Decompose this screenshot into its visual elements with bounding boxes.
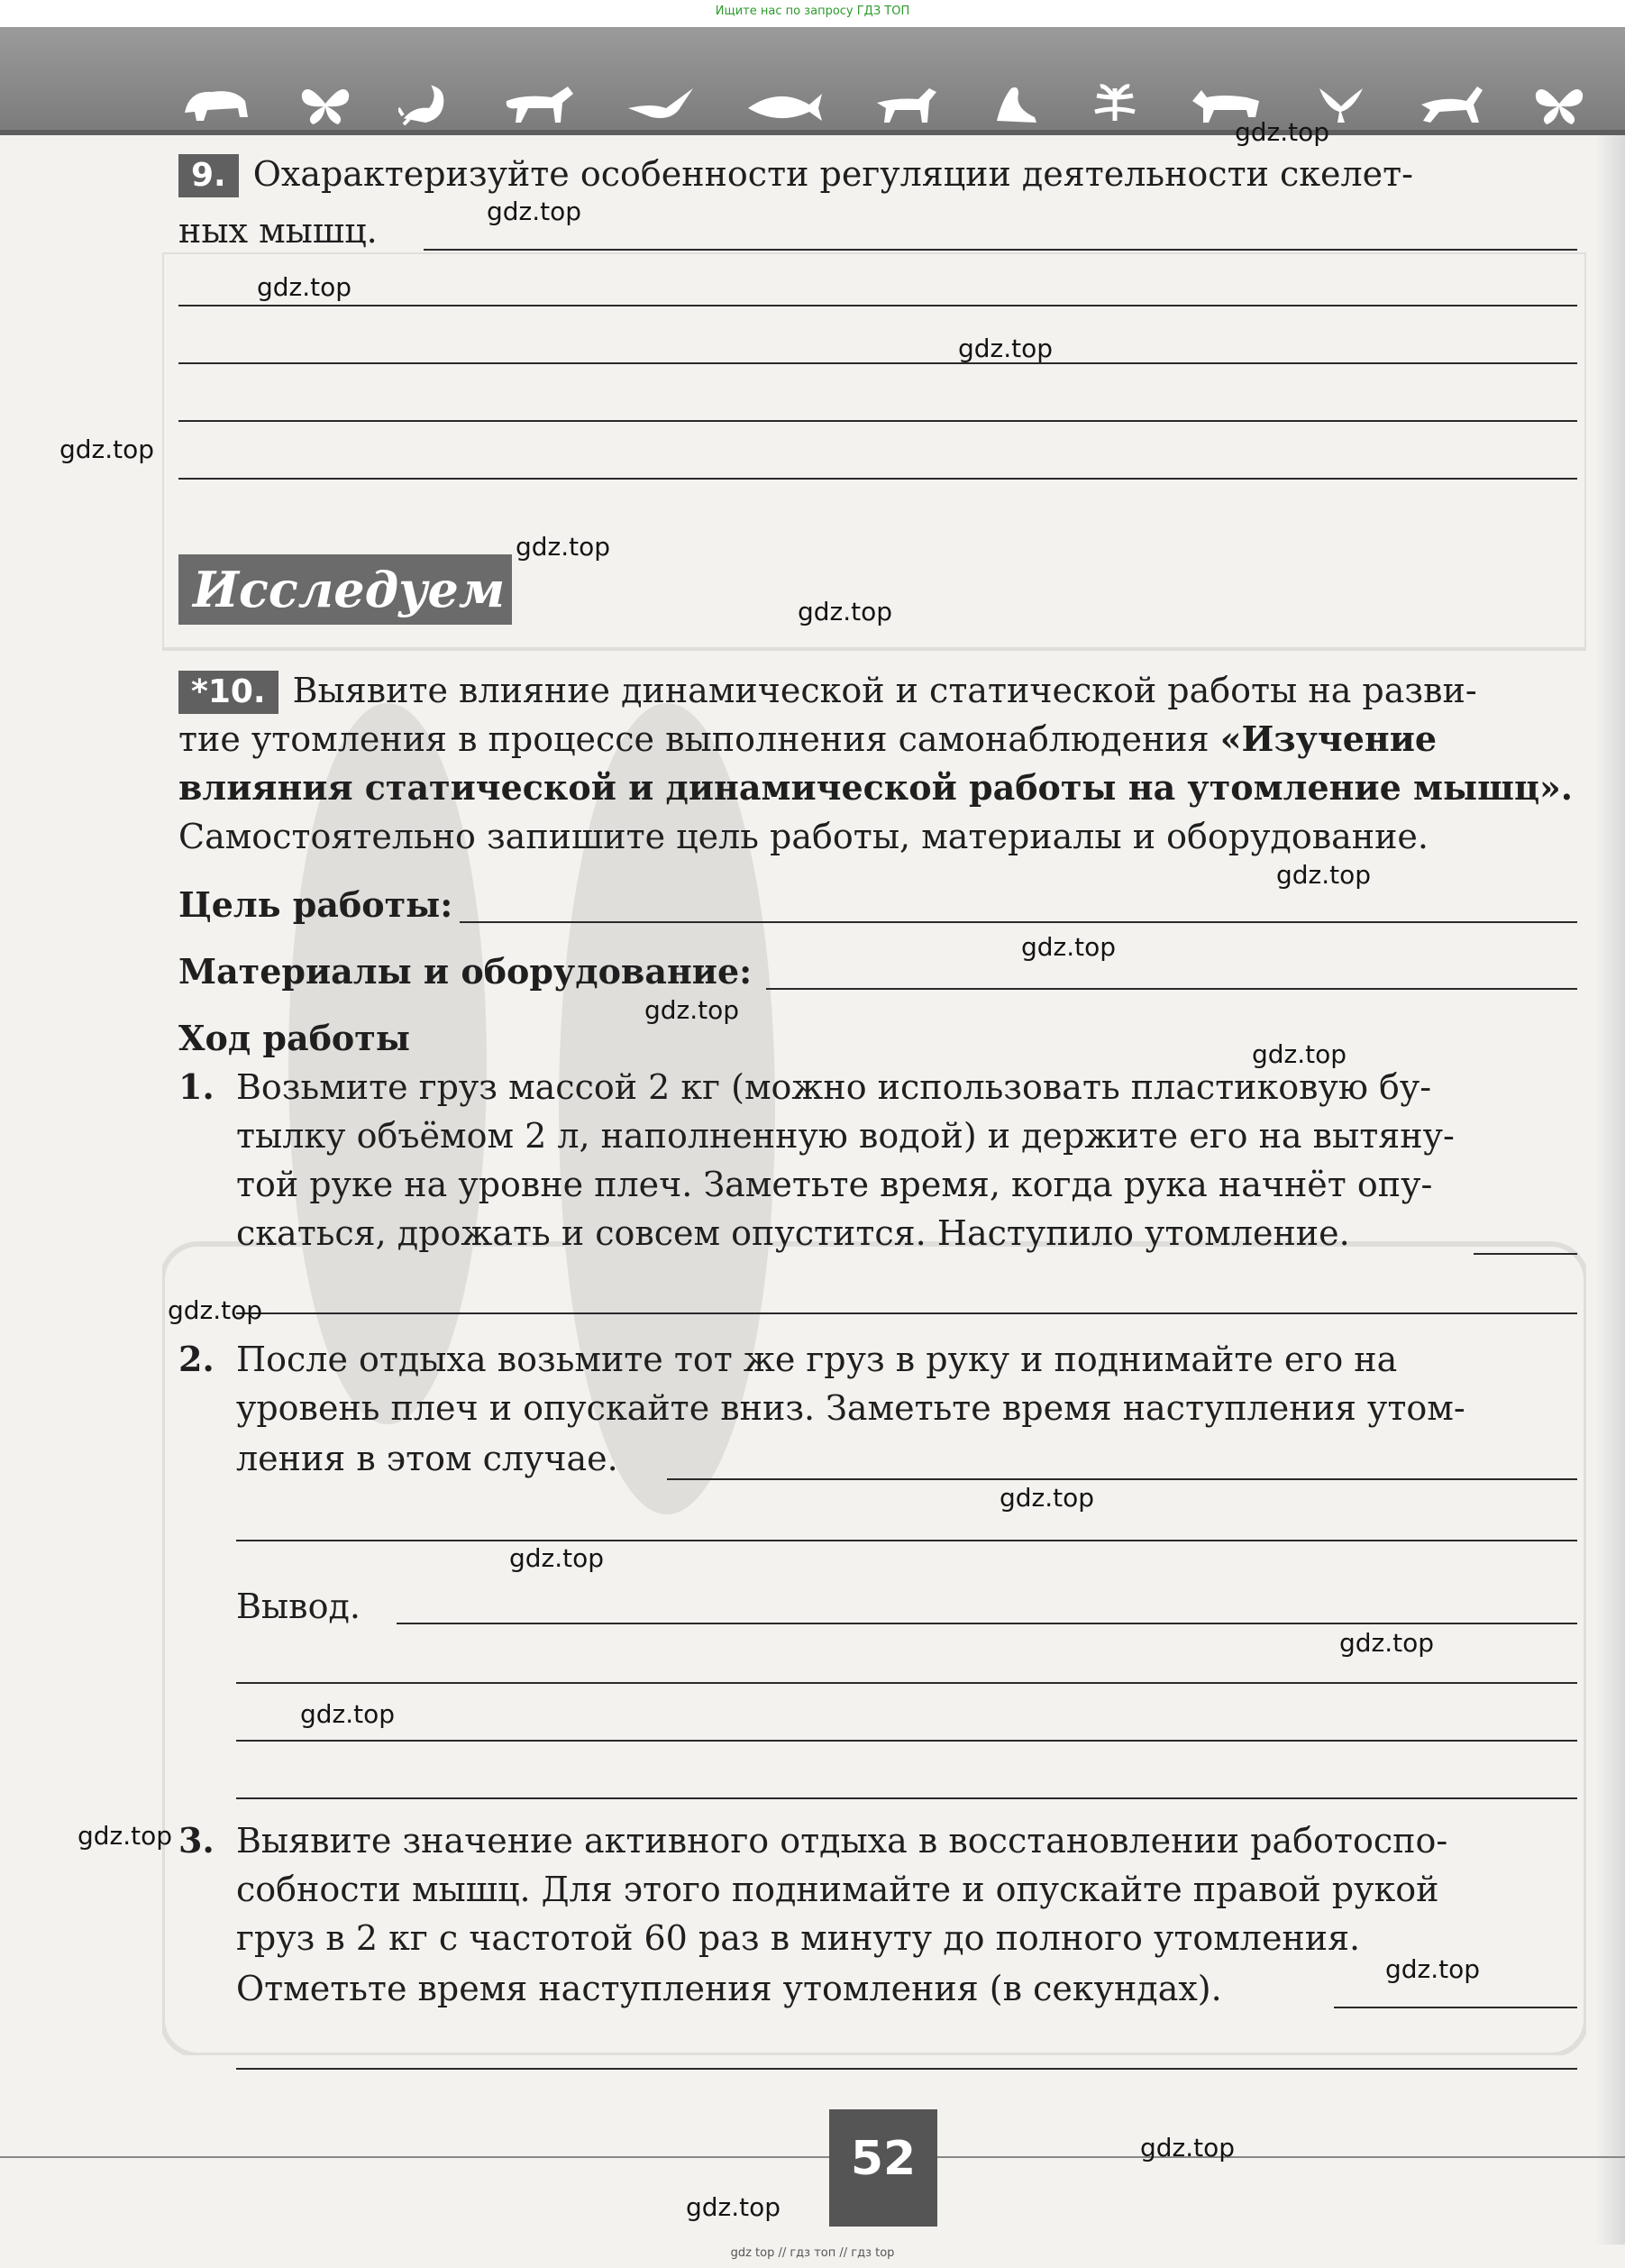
header-band [0,27,1625,135]
bottom-divider [0,2156,1625,2158]
seal-icon [988,81,1042,126]
task-10-line-4: Самостоятельно запишите цель работы, материалы и оборудование. [178,817,1429,856]
step-1-number: 1. [178,1066,215,1107]
watermark: gdz.top [59,434,155,464]
task-10-number: *10. [178,671,278,714]
task-10-line-1 [178,665,1580,716]
watermark: gdz.top [1021,932,1117,962]
watermark: gdz.top [300,1699,396,1729]
step-3-line-2: собности мышц. Для этого поднимайте и опускайте правой рукой [236,1870,1439,1909]
answer-line[interactable] [178,478,1577,480]
step-1-line-3: той руке на уровне плеч. Заметьте время, когда рука начнёт опу- [236,1165,1433,1204]
step-1-line-2: тылку объёмом 2 л, наполненную водой) и держите его на вытяну- [236,1116,1455,1156]
step-3-line-4: Отметьте время наступления утомления (в секундах). [236,1969,1222,2008]
bison-icon [180,81,252,126]
step-3-line-3: груз в 2 кг с частотой 60 раз в минуту до полного утомления. [236,1918,1361,1958]
answer-line[interactable] [178,305,1577,306]
deer-icon [1414,81,1486,126]
watermark: gdz.top [1276,860,1372,890]
materials-answer-line[interactable] [766,988,1577,990]
conclusion-answer-line[interactable] [397,1623,1577,1624]
answer-line[interactable] [178,420,1577,422]
task-10-title-start: «Изучение [1219,718,1438,759]
section-title: Исследуем [178,554,512,625]
answer-line[interactable] [236,2068,1577,2070]
page-edge-shadow [1595,135,1625,2245]
watermark: gdz.top [644,995,740,1025]
watermark: gdz.top [516,532,611,562]
step-1-line-4: скаться, дрожать и совсем опустится. Наступило утомление. [236,1213,1350,1253]
butterfly-icon [1532,81,1586,126]
step-2-line-3: ления в этом случае. [236,1439,618,1478]
materials-label: Материалы и оборудование: [178,951,753,992]
watermark: gdz.top [509,1543,605,1573]
watermark: gdz.top [1140,2133,1236,2163]
step-3-number: 3. [178,1820,215,1861]
top-banner[interactable]: Ищите нас по запросу ГДЗ ТОП [0,0,1625,27]
answer-line[interactable] [236,1682,1577,1684]
answer-line[interactable] [424,249,1577,251]
butterfly-icon [298,81,352,126]
conclusion-label: Вывод. [236,1587,361,1626]
watermark: gdz.top [1252,1039,1347,1069]
step-1-line-1: Возьмите груз массой 2 кг (можно использовать пластиковую бу- [236,1067,1432,1107]
watermark: gdz.top [1235,117,1330,147]
step-3-line-1: Выявите значение активного отдыха в восстановлении работоспо- [236,1821,1448,1861]
watermark: gdz.top [487,197,582,226]
task-10-line-2 [178,714,1580,764]
watermark: gdz.top [257,272,352,302]
task-9-line-2: ных мышц. [178,211,378,251]
answer-line[interactable] [178,362,1577,364]
answer-line[interactable] [236,1312,1577,1314]
page-number: 52 [829,2109,937,2227]
procedure-title: Ход работы [178,1018,410,1058]
task-9-text-1: Охарактеризуйте особенности регуляции деятельности скелет- [252,154,1414,194]
step-2-line-1: После отдыха возьмите тот же груз в руку и поднимайте его на [236,1340,1398,1379]
horse-icon [498,81,579,126]
answer-line[interactable] [1334,2007,1577,2008]
task-9-number: 9. [178,154,239,197]
moose-icon [870,81,942,126]
watermark: gdz.top [78,1821,173,1851]
insect-icon [1088,81,1142,126]
step-2-number: 2. [178,1339,215,1379]
step-2-line-2: уровень плеч и опускайте вниз. Заметьте время наступления утом- [236,1388,1465,1428]
animal-icons-row [180,77,1586,131]
answer-line[interactable] [667,1478,1577,1480]
answer-line[interactable] [236,1797,1577,1799]
task-10-text-1: Выявите влияние динамической и статической работы на разви- [292,671,1477,710]
fish-icon [743,81,824,126]
answer-line[interactable] [236,1740,1577,1742]
task-10-text-2: тие утомления в процессе выполнения самонаблюдения [178,719,1210,759]
task-10-title: влияния статической и динамической работы на утомление мышц». [178,767,1574,808]
goal-label: Цель работы: [178,884,453,925]
footer-text: gdz top // гдз топ // гдз top [730,2246,895,2260]
task-9-line-1 [178,149,1580,199]
watermark: gdz.top [798,597,893,626]
watermark: gdz.top [958,334,1054,363]
watermark: gdz.top [1385,1954,1481,1984]
watermark: gdz.top [1339,1628,1435,1658]
goal-answer-line[interactable] [460,921,1577,923]
watermark: gdz.top [686,2192,781,2222]
scorpion-icon [398,81,452,126]
bird-icon [625,81,697,126]
answer-line[interactable] [1474,1253,1577,1255]
watermark: gdz.top [1000,1483,1095,1513]
watermark: gdz.top [168,1295,263,1325]
answer-line[interactable] [236,1540,1577,1541]
